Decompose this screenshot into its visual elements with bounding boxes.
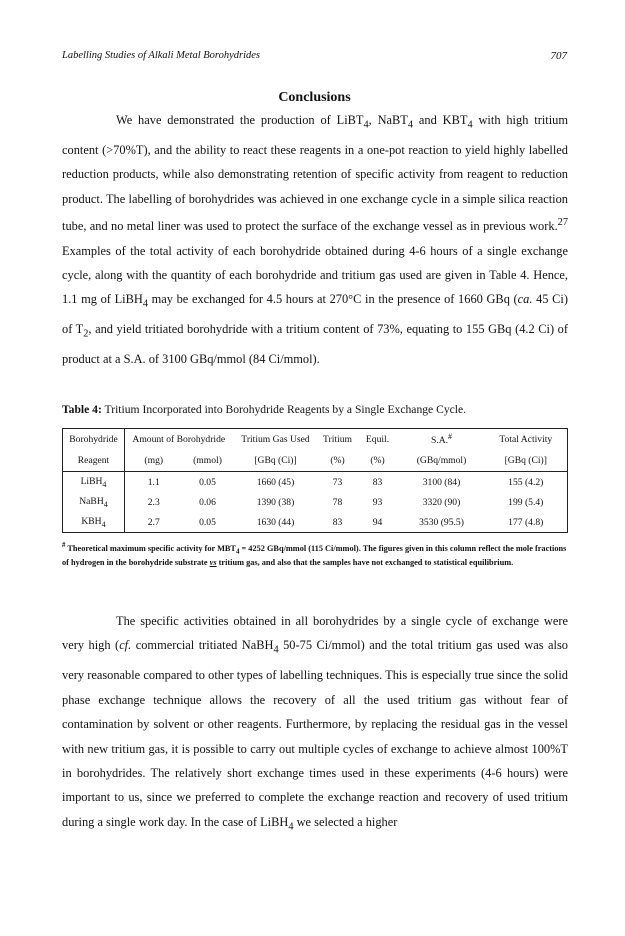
header-cell: (%) — [319, 450, 357, 472]
header-cell: Reagent — [63, 450, 125, 472]
table-header-row — [63, 429, 568, 451]
header-cell: Equil. — [365, 434, 390, 445]
table-row — [63, 472, 568, 493]
table-cell: 3100 (84) — [422, 476, 461, 488]
table-cell: 1630 (44) — [256, 516, 295, 528]
header-cell: Amount of Borohydride — [132, 434, 226, 445]
header-cell: Borohydride — [63, 429, 125, 451]
table-cell: 3320 (90) — [422, 496, 461, 508]
table-cell: 1390 (38) — [256, 496, 295, 508]
footnote-mark: # — [62, 542, 66, 549]
table-cell: 0.05 — [199, 516, 216, 528]
table-cell: 3530 (95.5) — [419, 516, 464, 528]
running-head — [62, 50, 567, 66]
table-footnote: # Theoretical maximum specific activity for $MBT_4 = 4252$ GBq/mmol (115 Ci/mmol). The figures given in this column reflect the mole fractions of hydrogen in the borohydride substrate vs tritium gas, and also that the samples have not exchanged to statistical equilibrium. — [62, 542, 567, 567]
table-caption — [62, 403, 568, 416]
reagent-cell: NaBH$_4$ — [63, 492, 125, 512]
paragraph-discussion: The specific activities obtained in all borohydrides by a single cycle of exchange were very high (cf. commercial tritiated NaBH$_4$ 50-75 Ci/mmol) and the total tritium gas used was also very reasonable compared to other types of labelling techniques. This is especially true since the solid phase exchange technique allows the recovery of all the used tritium gas without fear of contamination by solvent or other reagents. Furthermore, by replacing the residual gas in the vessel with new tritium gas, it is possible to carry out multiple cycles of exchange to achieve almost 100%T in borohydrides. The relatively short exchange times used in these experiments (4-6 hours) were important to us, since we preferred to complete the exchange reaction and recovery of used tritium during a single work day. In the case of LiBH$_4$ we selected a higher — [62, 614, 569, 833]
header-cell: (%) — [357, 450, 399, 472]
reagent-cell: $KBH_4$ — [63, 512, 125, 533]
header-cell: (GBq/mmol) — [399, 450, 485, 472]
table-caption-text: Tritium Incorporated into Borohydride Reagents by a Single Exchange Cycle. — [104, 403, 467, 416]
table-cell: 2.3 — [147, 496, 160, 508]
table-cell: 199 (5.4) — [508, 496, 544, 508]
reagent-cell: LiBH$_4$ — [63, 472, 125, 493]
table-cell: 83 — [332, 516, 343, 528]
table-cell: 93 — [372, 496, 383, 508]
header-cell: Tritium Gas Used — [241, 434, 310, 445]
header-cell: Tritium — [323, 434, 352, 445]
table-cell: 0.05 — [199, 476, 216, 488]
data-table — [62, 428, 568, 533]
page-number: 707 — [550, 50, 567, 62]
table-cell: 83 — [372, 476, 383, 488]
table-cell: 177 (4.8) — [508, 516, 544, 528]
table-label: Table 4: — [62, 403, 102, 416]
table-cell: 1.1 — [147, 476, 160, 488]
table-cell: 0.06 — [199, 496, 216, 508]
header-cell: [GBq (Ci)] — [485, 450, 568, 472]
table-unit-row — [63, 450, 568, 472]
header-cell: [GBq (Ci)] — [233, 450, 319, 472]
table-row — [63, 492, 568, 512]
table-cell: 78 — [332, 496, 343, 508]
citation-ref: 27 — [557, 217, 568, 229]
header-cell: S.A.# — [430, 432, 453, 447]
table-cell: 94 — [372, 516, 383, 528]
table-cell: 73 — [332, 476, 343, 488]
header-cell: Total Activity — [499, 434, 553, 445]
running-title: Labelling Studies of Alkali Metal Borohydrides — [62, 50, 261, 61]
paragraph-conclusions: We have demonstrated the production of LiBT$_4$, NaBT$_4$ and $KBT_4$ with high tritium content (>70%T), and the ability to react these reagents in a one-pot reaction to yield highly labelled reduction products, while also demonstrating retention of specific activity from reagent to reduction product. The labelling of borohydrides was achieved in one exchange cycle in a simple silica reaction tube, and no metal liner was used to protect the surface of the exchange vessel as in previous work.$^{27}$ Examples of the total activity of each borohydride obtained during 4-6 hours of a single exchange cycle, along with the quantity of each borohydride and tritium gas used are given in Table 4. Hence, 1.1 mg of LiBH$_4$ may be exchanged for 4.5 hours at 270°C in the presence of 1660 GBq (ca. 45 Ci) of $T_2$, and yield tritiated borohydride with a tritium content of 73%, equating to 155 GBq (4.2 Ci) of product at a S.A. of 3100 GBq/mmol (84 Ci/mmol). — [62, 113, 568, 367]
footnote-mark: # — [448, 432, 453, 442]
section-heading: Conclusions — [278, 90, 351, 105]
header-cell: (mmol) — [183, 450, 233, 472]
header-cell: (mg) — [125, 450, 183, 472]
table-cell: 2.7 — [147, 516, 160, 528]
table-cell: 155 (4.2) — [508, 476, 544, 488]
table-cell: 1660 (45) — [256, 476, 295, 488]
table-row — [63, 512, 568, 533]
